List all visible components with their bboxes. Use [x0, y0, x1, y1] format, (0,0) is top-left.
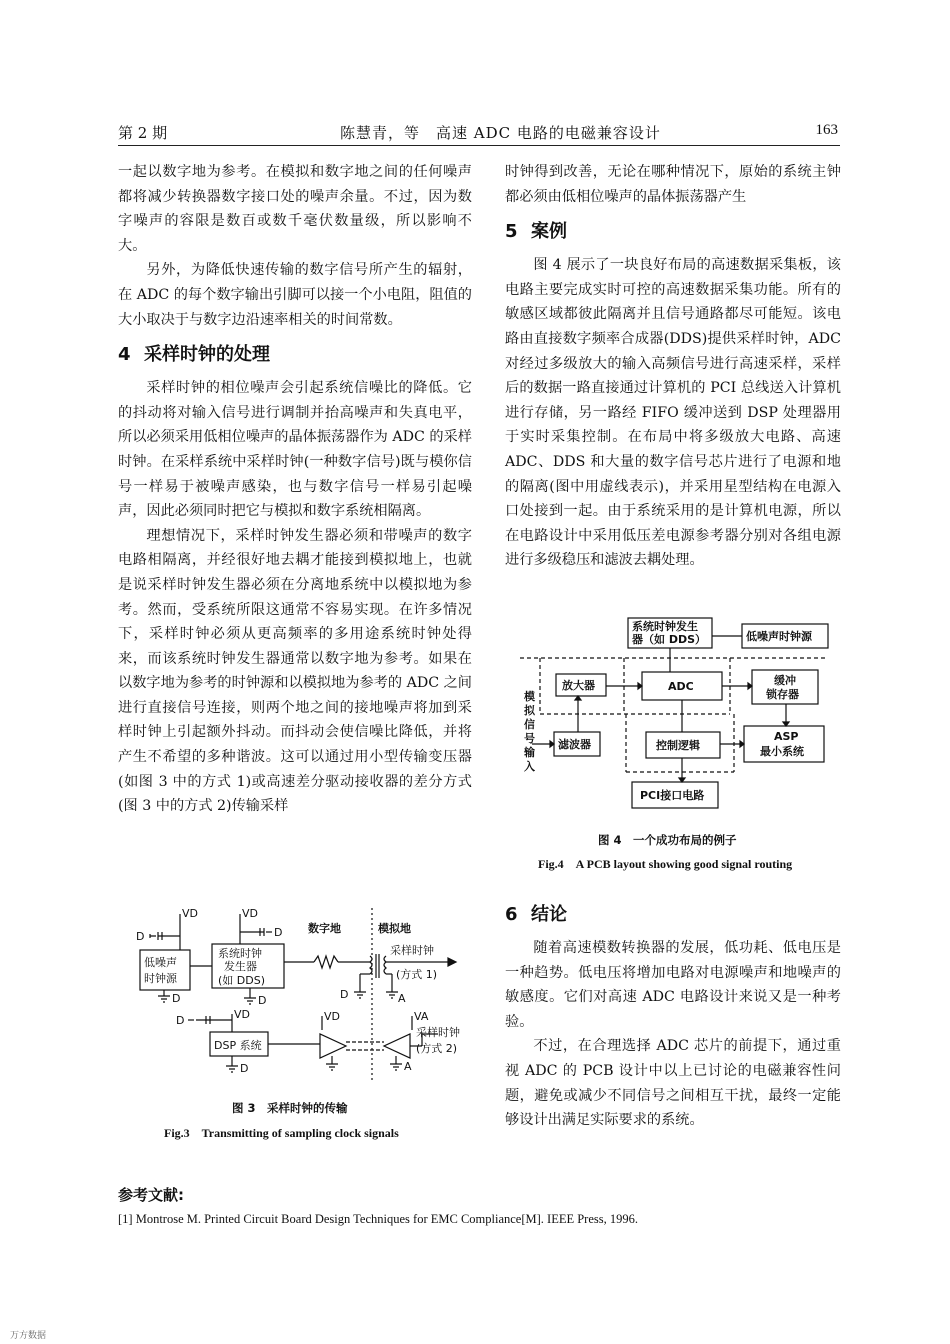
ground-d-label: D	[340, 988, 349, 1001]
right-column-lower	[505, 902, 841, 1133]
ground-d-label: D	[274, 926, 283, 939]
paragraph: 随着高速模数转换器的发展，低功耗、低电压是一种趋势。低电压将增加电路对电源噪声和地噪声的敏感度。它们对高速 ADC 电路设计来说又是一种考验。	[505, 940, 841, 1030]
footer-source: 万方数据	[10, 1331, 47, 1341]
analog-input-label: 号	[524, 732, 535, 745]
vd-label: VD	[182, 907, 198, 920]
paragraph: 另外，为降低快速传输的数字信号所产生的辐射，在 ADC 的每个数字输出引脚可以接一个小电阻，阻值的大小取决于与数字边沿速率相关的时间常数。	[118, 262, 472, 328]
paragraph: 采样时钟的相位噪声会引起系统信噪比的降低。它的抖动将对输入信号进行调制并抬高噪声和失真电平，所以必须采用低相位噪声的晶体振荡器作为 ADC 的采样时钟。在采样系统中采样时钟(一种数字信号)既与模你信号一样易于被噪声感染，也与数字信号一样易引起噪声，因此必须同时把它与模拟和数字系统相隔离。	[118, 380, 472, 520]
ground-a-label: A	[398, 992, 406, 1005]
sys-clock-gen-label: 系统时钟	[218, 947, 262, 960]
ground-d-label: D	[176, 1014, 185, 1027]
figure-3	[120, 906, 480, 1082]
paragraph: 图 4 展示了一块良好布局的高速数据采集板，该电路主要完成实时可控的高速数据采集功能。所有的敏感区域都彼此隔离并且信号通路都尽可能短。该电路由直接数字频率合成器(DDS)提供采样时钟，ADC 对经过多级放大的输入高频信号进行高速采样，采样后的数据一路直接通过计算机的 PCI 总线送入计算机进行存储，另一路经 FIFO 缓冲送到 DSP 处理器用于实时采集控制。在布局中将多级放大电路、高速 ADC、DDS 和大量的数字信号芯片进行了电源和地的隔离(图中用虚线表示)，并采用星型结构在电源入口处接到一起。由于系统采用的是计算机电源，所以在电路设计中采用低压差电源参考器分别对各组电源进行多级稳压和滤波去耦处理。	[505, 257, 841, 569]
ground-d-label: D	[258, 994, 267, 1007]
section-title: 案例	[531, 221, 567, 243]
left-column	[118, 160, 472, 819]
section-heading-4	[118, 342, 472, 368]
running-header	[118, 118, 838, 148]
ground-a-label: A	[404, 1060, 412, 1073]
asp-label: ASP	[774, 730, 799, 743]
low-noise-clock-label: 低噪声时钟源	[746, 630, 812, 643]
paragraph: 时钟得到改善，无论在哪种情况下，原始的系统主钟都必须由低相位噪声的晶体振荡器产生	[505, 164, 841, 205]
va-label: VA	[414, 1010, 429, 1023]
figure-3-diagram	[120, 906, 480, 1082]
figure-4-caption-en: Fig.4 A PCB layout showing good signal routing	[538, 857, 793, 871]
reference-item: [1] Montrose M. Printed Circuit Board Design Techniques for EMC Compliance[M]. IEEE Press, 1996.	[118, 1212, 638, 1226]
right-column	[505, 160, 841, 573]
ground-d-label: D	[136, 930, 145, 943]
running-title: 陈慧青，等 高速 ADC 电路的电磁兼容设计	[340, 124, 661, 142]
pci-label: PCI接口电路	[640, 789, 705, 802]
issue-number: 第 2 期	[118, 124, 168, 142]
vd-label: VD	[324, 1010, 340, 1023]
sys-clock-gen-label: (如 DDS)	[218, 974, 266, 987]
analog-input-label: 拟	[524, 704, 535, 717]
paragraph: 一起以数字地为参考。在模拟和数字地之间的任何噪声都将减少转换器数字接口处的噪声余量。不过，因为数字噪声的容限是数百或数千毫伏数量级，所以影响不大。	[118, 164, 472, 254]
ground-d-label: D	[240, 1062, 249, 1075]
amplifier-label: 放大器	[562, 679, 595, 692]
page-number: 163	[815, 122, 838, 138]
mode-label: (方式 1)	[396, 968, 438, 981]
figure-3-caption-cn: 图 3 采样时钟的传输	[232, 1101, 348, 1115]
mode-label: (方式 2)	[416, 1042, 458, 1055]
analog-input-label: 入	[524, 760, 535, 773]
section-heading-6	[505, 902, 841, 928]
references-title: 参考文献:	[118, 1186, 184, 1204]
section-number: 6	[505, 904, 518, 925]
adc-label: ADC	[668, 680, 694, 693]
ground-d-label: D	[172, 992, 181, 1005]
control-logic-label: 控制逻辑	[656, 739, 700, 752]
section-heading-5	[505, 219, 841, 245]
analog-input-label: 输	[524, 746, 535, 759]
section-title: 结论	[531, 904, 567, 925]
digital-ground-label: 数字地	[308, 922, 341, 935]
figure-4-caption-cn: 图 4 一个成功布局的例子	[598, 833, 737, 847]
figure-3-caption-en: Fig.3 Transmitting of sampling clock signals	[164, 1126, 399, 1140]
figure-4	[520, 614, 840, 810]
analog-input-label: 信	[524, 718, 535, 731]
figure-4-diagram	[520, 614, 840, 810]
section-number: 5	[505, 221, 518, 243]
asp-label: 最小系统	[760, 745, 804, 758]
sample-clock-label: 采样时钟	[416, 1026, 460, 1039]
sys-clock-gen-label: 器（如 DDS）	[632, 633, 707, 646]
sample-clock-label: 采样时钟	[390, 944, 434, 957]
analog-ground-label: 模拟地	[378, 922, 411, 935]
section-title: 采样时钟的处理	[144, 344, 270, 366]
low-noise-clock-label: 时钟源	[144, 972, 177, 985]
paragraph: 不过，在合理选择 ADC 芯片的前提下，通过重视 ADC 的 PCB 设计中以上已讨论的电磁兼容性问题，避免或减少不同信号之间相互干扰，最终一定能够设计出满足实际要求的系统。	[505, 1038, 841, 1129]
vd-label: VD	[234, 1008, 250, 1021]
filter-label: 滤波器	[558, 738, 591, 751]
buffer-label: 缓冲	[774, 674, 796, 687]
header-rule	[118, 145, 840, 146]
vd-label: VD	[242, 907, 258, 920]
section-number: 4	[118, 344, 131, 366]
low-noise-clock-label: 低噪声	[144, 956, 177, 969]
sys-clock-gen-label: 发生器	[224, 960, 257, 973]
dsp-system-label: DSP 系统	[214, 1039, 262, 1052]
paragraph: 理想情况下，采样时钟发生器必须和带噪声的数字电路相隔离，并经很好地去耦才能接到模拟地上，也就是说采样时钟发生器必须在分离地系统中以模拟地为参考。然而，受系统所限这通常不容易实现。在许多情况下，采样时钟必须从更高频率的多用途系统时钟处得来，而该系统时钟发生器通常以数字地为参考。如果在以数字地为参考的时钟源和以模拟地为参考的 ADC 之间进行直接信号连接，则两个地之间的接地噪声将加到采样时钟上引起额外抖动。而抖动会使信噪比降低，并将产生不希望的多种谐波。这可以通过用小型传输变压器(如图 3 中的方式 1)或高速差分驱动接收器的差分方式(图 3 中的方式 2)传输采样	[118, 527, 472, 815]
analog-input-label: 模	[524, 690, 535, 703]
sys-clock-gen-label: 系统时钟发生	[632, 620, 698, 633]
buffer-label: 锁存器	[766, 688, 799, 701]
